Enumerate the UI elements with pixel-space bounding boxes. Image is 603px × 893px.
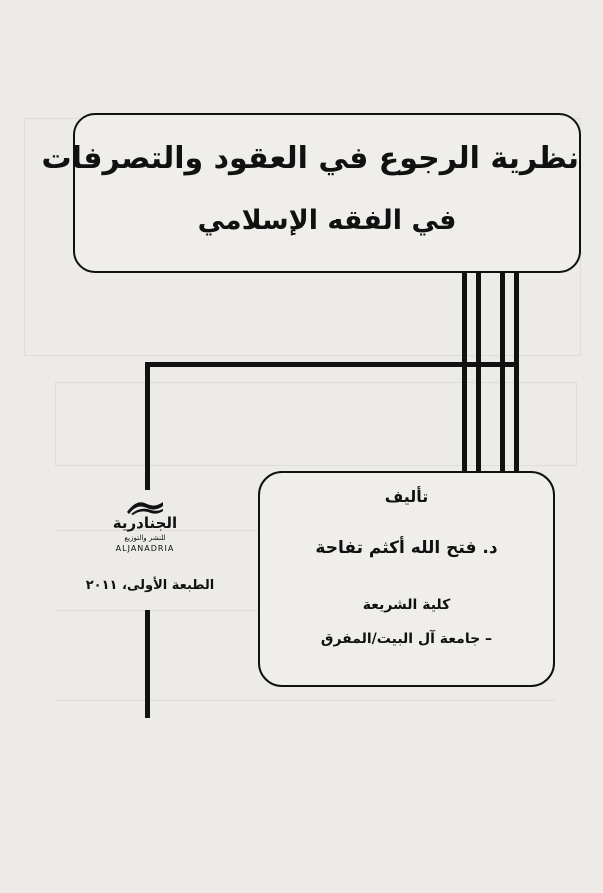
publisher-tagline: للنشر والتوزيع	[124, 534, 166, 542]
publisher-name-english: ALJANADRIA	[115, 544, 175, 553]
edition-text: الطبعة الأولى، ٢٠١١	[85, 578, 215, 593]
title-box	[41, 113, 581, 273]
connector-line	[476, 273, 481, 471]
author-university: – جامعة آل البيت/المفرق	[320, 631, 493, 647]
book-title-line-1: نظرية الرجوع في العقود والتصرفات	[41, 141, 579, 176]
book-title-line-2: في الفقه الإسلامي	[197, 205, 457, 236]
publisher-logo	[95, 496, 195, 576]
connector-line	[145, 610, 150, 718]
publisher-name-arabic: الجنادرية	[112, 514, 178, 532]
authored-by-label: تأليف	[384, 487, 429, 506]
author-box	[258, 471, 555, 687]
connector-line	[145, 362, 150, 490]
connector-line	[462, 273, 467, 471]
bleed-through-line	[55, 700, 555, 701]
bleed-through-table	[55, 382, 577, 466]
publisher-emblem-icon	[125, 496, 165, 516]
connector-line	[514, 273, 519, 471]
connector-line	[145, 362, 519, 367]
connector-line	[500, 273, 505, 471]
author-name: د. فتح الله أكثم تفاحة	[315, 538, 498, 558]
author-faculty: كلية الشريعة	[362, 597, 451, 613]
